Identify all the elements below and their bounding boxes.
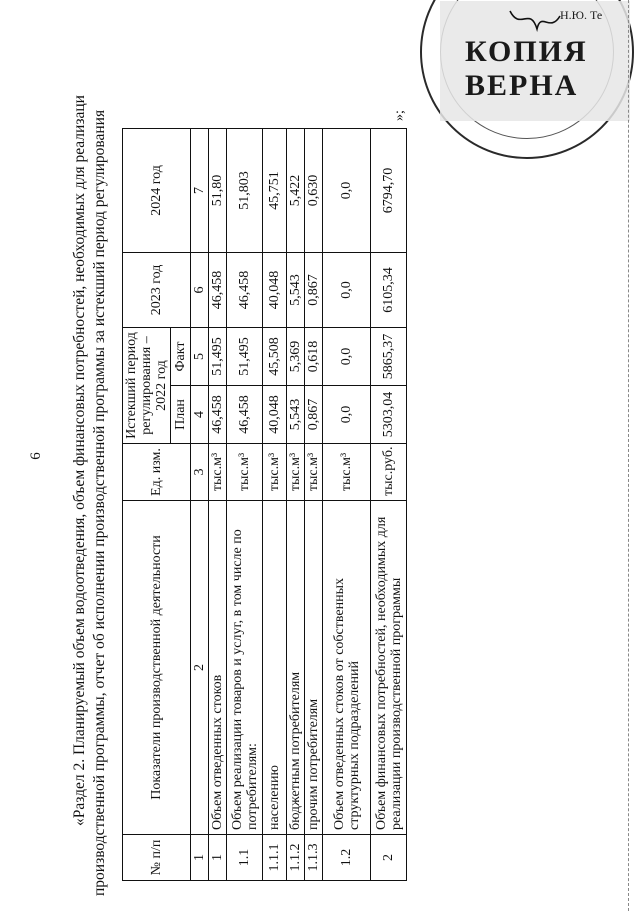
heading-line-2: производственной программы, отчет об исполнении производственной программы за истекший период регулирования (91, 109, 108, 896)
row-indicator: бюджетным потребителям (287, 501, 305, 835)
row-unit: тыс.м³ (305, 444, 323, 501)
row-indicator: прочим потребителям (305, 501, 323, 835)
row-2023: 46,458 (227, 252, 263, 327)
row-number: 1 (209, 835, 227, 881)
row-fact: 5865,37 (371, 327, 407, 385)
signature-icon (505, 1, 565, 41)
section-heading (70, 26, 110, 896)
row-plan: 46,458 (227, 386, 263, 444)
closing-mark: »; (392, 110, 407, 121)
footer-divider (628, 0, 630, 911)
row-2023: 0,0 (323, 252, 371, 327)
column-index: 1 (191, 835, 209, 881)
table-header-row (123, 128, 171, 880)
row-2023: 46,458 (209, 252, 227, 327)
row-2024: 45,751 (263, 128, 287, 252)
row-2024: 51,80 (209, 128, 227, 252)
row-unit: тыс.м³ (263, 444, 287, 501)
row-indicator: Объем отведенных стоков от собственных структурных подразделений (323, 501, 371, 835)
row-plan: 46,458 (209, 386, 227, 444)
row-plan: 0,867 (305, 386, 323, 444)
header-period-2022: Истекший период регулирования – 2022 год (123, 327, 171, 443)
row-2023: 5,543 (287, 252, 305, 327)
row-plan: 5,543 (287, 386, 305, 444)
row-plan: 40,048 (263, 386, 287, 444)
table-row (209, 128, 227, 880)
row-unit: тыс.руб. (371, 444, 407, 501)
column-index-row (191, 128, 209, 880)
row-fact: 51,495 (227, 327, 263, 385)
row-2023: 40,048 (263, 252, 287, 327)
header-plan: План (171, 386, 191, 444)
row-fact: 51,495 (209, 327, 227, 385)
row-number: 2 (371, 835, 407, 881)
header-indicator: Показатели производственной деятельности (123, 501, 191, 835)
table-row (227, 128, 263, 880)
row-number: 1.1.3 (305, 835, 323, 881)
row-2024: 5,422 (287, 128, 305, 252)
header-fact: Факт (171, 327, 191, 385)
row-fact: 0,0 (323, 327, 371, 385)
row-2023: 0,867 (305, 252, 323, 327)
header-unit: Ед. изм. (123, 444, 191, 501)
row-2024: 0,0 (323, 128, 371, 252)
row-2024: 0,630 (305, 128, 323, 252)
row-number: 1.1 (227, 835, 263, 881)
row-indicator: Объем отведенных стоков (209, 501, 227, 835)
row-fact: 0,618 (305, 327, 323, 385)
row-unit: тыс.м³ (227, 444, 263, 501)
column-index: 4 (191, 386, 209, 444)
row-2024: 6794,70 (371, 128, 407, 252)
row-unit: тыс.м³ (287, 444, 305, 501)
row-indicator: Объем реализации товаров и услуг, в том числе по потребителям: (227, 501, 263, 835)
header-2024: 2024 год (123, 128, 191, 252)
row-fact: 45,508 (263, 327, 287, 385)
column-index: 5 (191, 327, 209, 385)
row-number: 1.1.1 (263, 835, 287, 881)
table-row (287, 128, 305, 880)
column-index: 2 (191, 501, 209, 835)
row-indicator: Объем финансовых потребностей, необходимых для реализации производственной программы (371, 501, 407, 835)
row-number: 1.1.2 (287, 835, 305, 881)
heading-line-1: «Раздел 2. Планируемый объем водоотведения, объем финансовых потребностей, необходимых для реализаци (71, 95, 88, 826)
column-index: 7 (191, 128, 209, 252)
stamp-signer: Н.Ю. Те (560, 8, 603, 22)
row-2023: 6105,34 (371, 252, 407, 327)
stamp-title: КОПИЯ ВЕРНА (465, 35, 588, 102)
row-number: 1.2 (323, 835, 371, 881)
row-indicator: населению (263, 501, 287, 835)
table-row (323, 128, 371, 880)
table-row (263, 128, 287, 880)
row-plan: 5303,04 (371, 386, 407, 444)
table-row (371, 128, 407, 880)
column-index: 3 (191, 444, 209, 501)
header-2023: 2023 год (123, 252, 191, 327)
column-index: 6 (191, 252, 209, 327)
row-unit: тыс.м³ (323, 444, 371, 501)
production-table (122, 128, 407, 881)
row-plan: 0,0 (323, 386, 371, 444)
header-number: № п/п (123, 835, 191, 881)
page-number: 6 (28, 452, 44, 460)
table-row (305, 128, 323, 880)
row-2024: 51,803 (227, 128, 263, 252)
row-fact: 5,369 (287, 327, 305, 385)
row-unit: тыс.м³ (209, 444, 227, 501)
